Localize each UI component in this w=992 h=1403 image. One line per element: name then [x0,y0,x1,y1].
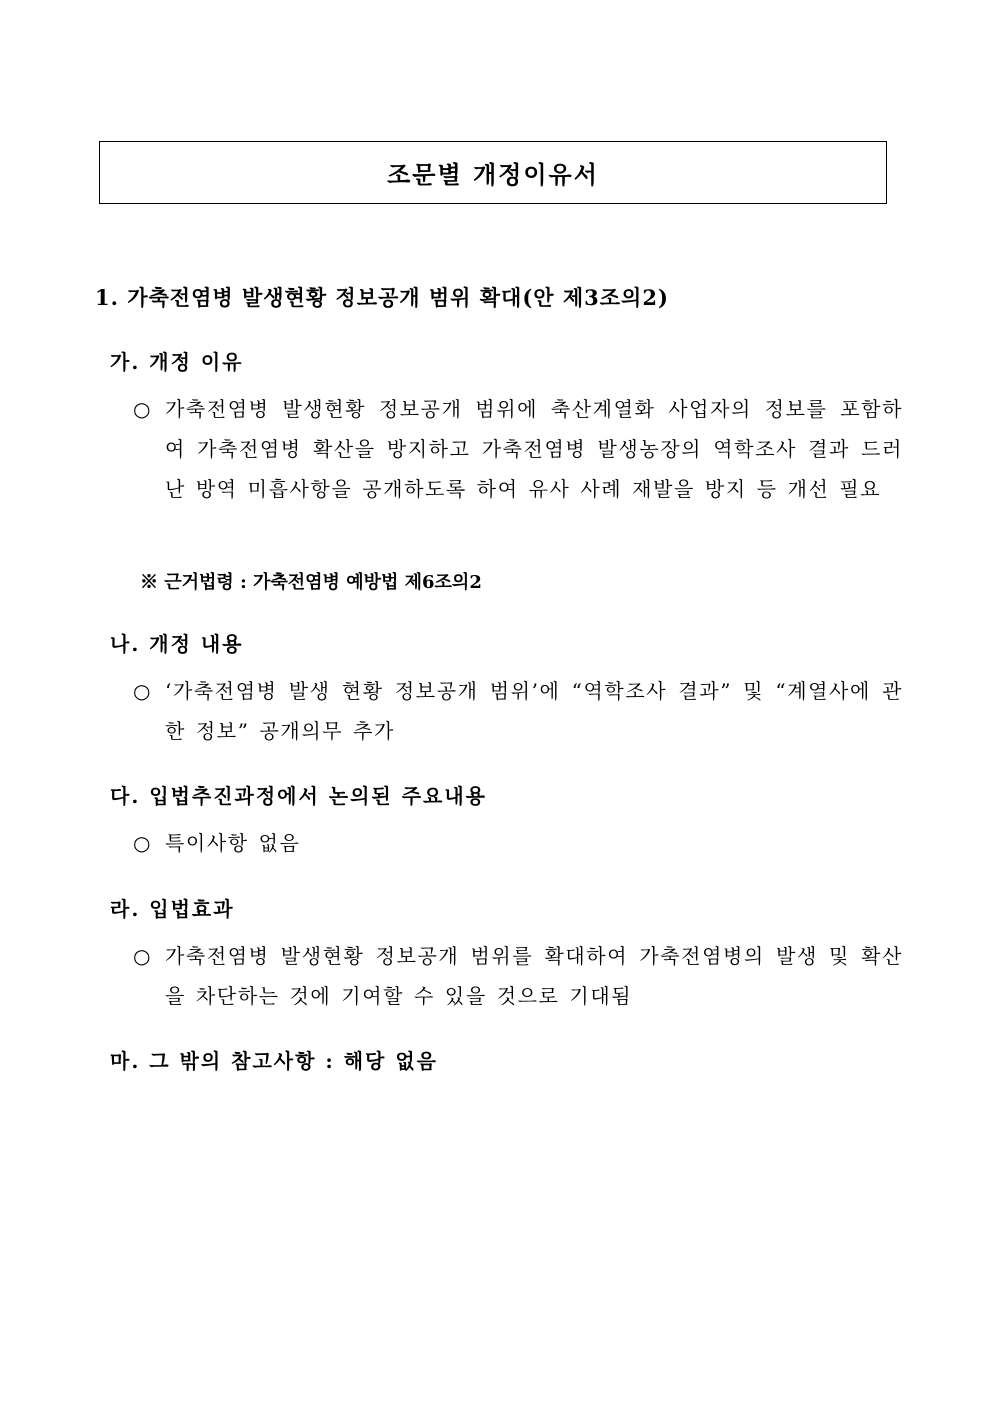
title-box [99,141,887,204]
subsection-na-text: ‘가축전염병 발생 현황 정보공개 범위’에 “역학조사 결과” 및 “계열사에 관한 정보” 공개의무 추가 [165,679,903,743]
circle-bullet-icon: ○ [133,831,151,855]
subsection-da-text: 특이사항 없음 [165,831,301,855]
subsection-ma-heading: 마. 그 밖의 참고사항 : 해당 없음 [110,1049,438,1073]
subsection-ga-paragraph [133,389,903,509]
subsection-da-heading: 다. 입법추진과정에서 논의된 주요내용 [110,784,487,808]
circle-bullet-icon: ○ [133,397,151,421]
document-title: 조문별 개정이유서 [387,160,599,189]
subsection-ga-heading: 가. 개정 이유 [110,350,244,374]
circle-bullet-icon: ○ [133,944,151,968]
circle-bullet-icon: ○ [133,679,151,703]
legal-basis-note: ※ 근거법령 : 가축전염병 예방법 제6조의2 [140,572,482,593]
subsection-na-paragraph [133,671,903,751]
subsection-ra-paragraph [133,936,903,1016]
subsection-da-paragraph [133,823,903,863]
subsection-ra-heading: 라. 입법효과 [110,897,235,921]
subsection-ra-text: 가축전염병 발생현황 정보공개 범위를 확대하여 가축전염병의 발생 및 확산을 차단하는 것에 기여할 수 있을 것으로 기대됨 [165,944,903,1008]
subsection-ga-text: 가축전염병 발생현황 정보공개 범위에 축산계열화 사업자의 정보를 포함하여 가축전염병 확산을 방지하고 가축전염병 발생농장의 역학조사 결과 드러난 방역 미흡사항을 공개하도록 하여 유사 사례 재발을 방지 등 개선 필요 [165,397,903,501]
subsection-na-heading: 나. 개정 내용 [110,632,244,656]
section-1-heading: 1. 가축전염병 발생현황 정보공개 범위 확대(안 제3조의2) [95,285,669,310]
